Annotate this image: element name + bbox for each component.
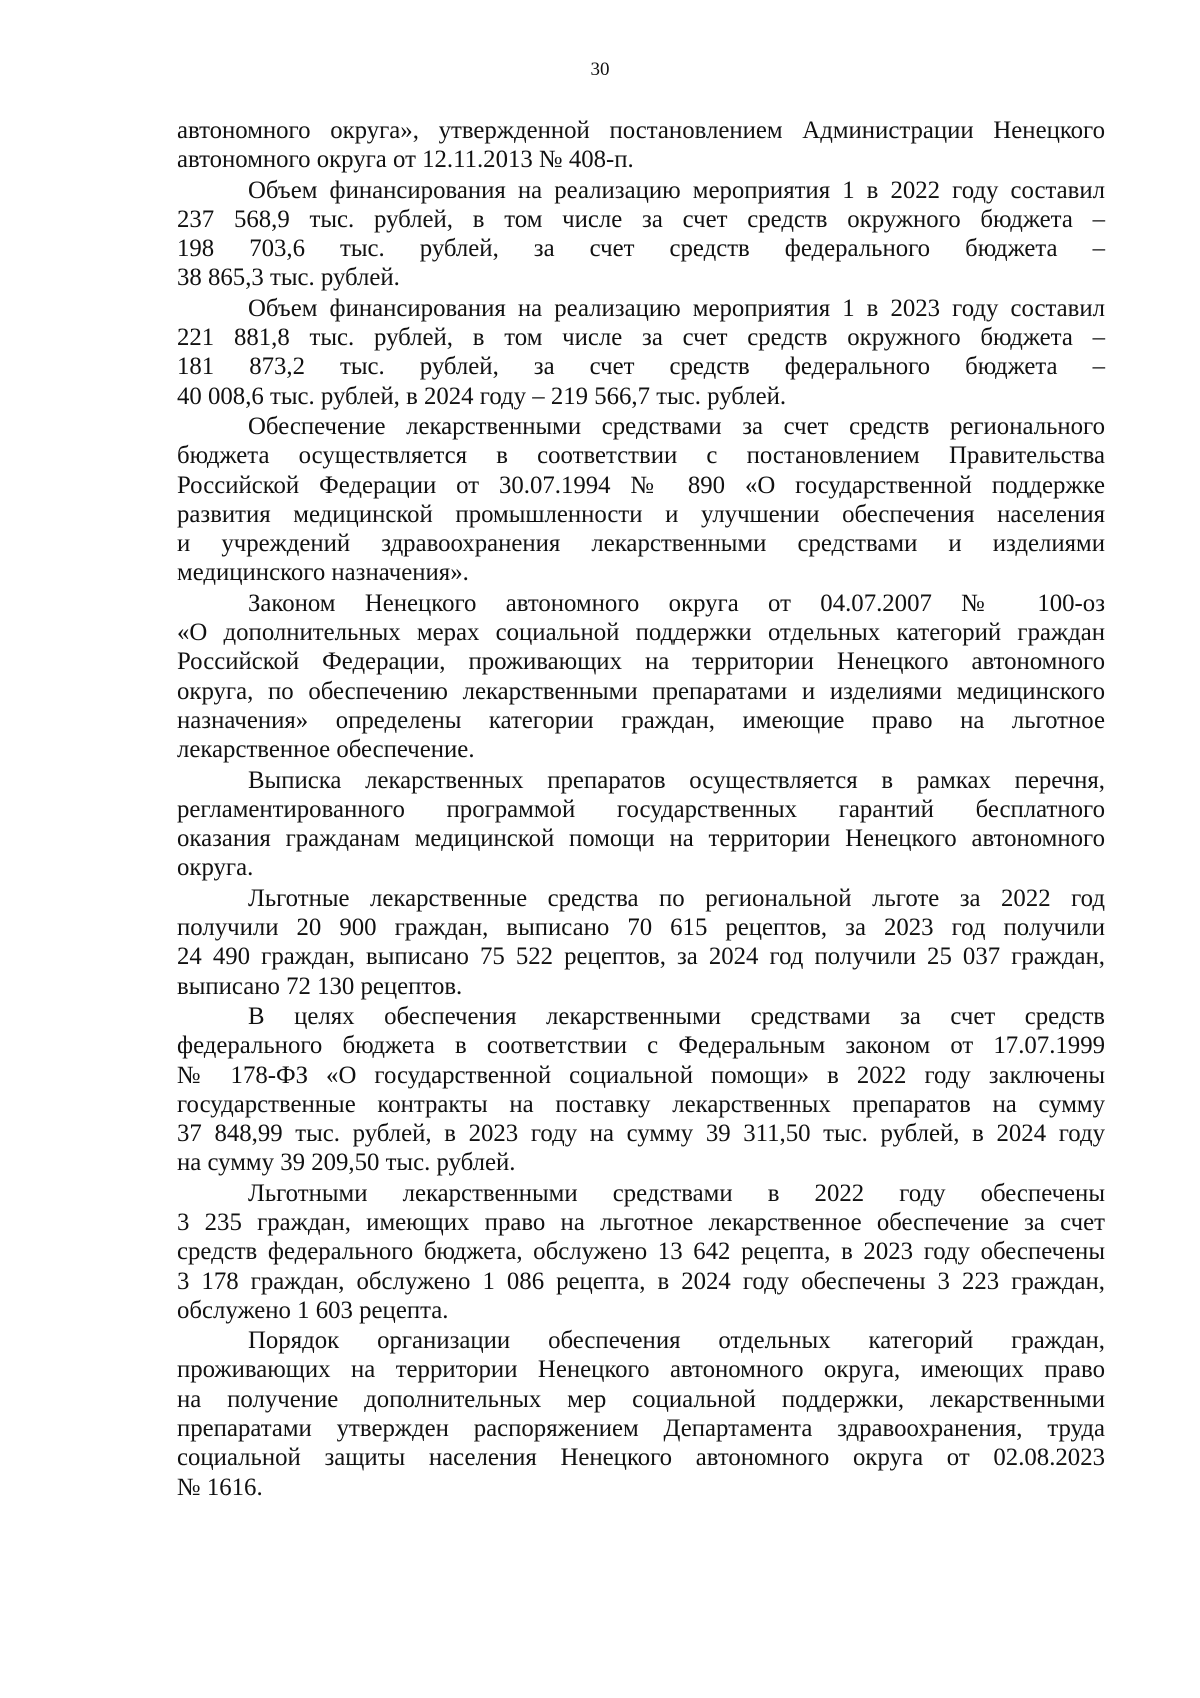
paragraph xyxy=(177,412,1105,588)
text-line: округа. xyxy=(177,854,254,882)
text-line: 40 008,6 тыс. рублей, в 2024 году – 219 566,7 тыс. рублей. xyxy=(177,382,787,410)
text-line: автономного округа», утвержденной постановлением Администрации Ненецкого xyxy=(177,117,1105,144)
text-line: получили 20 900 граждан, выписано 70 615 рецептов, за 2023 год получили xyxy=(177,914,1105,942)
text-line: обслужено 1 603 рецепта. xyxy=(177,1296,449,1324)
text-line: Выписка лекарственных препаратов осуществляется в рамках перечня, xyxy=(248,766,1105,794)
text-line: социальной защиты населения Ненецкого автономного округа от 02.08.2023 xyxy=(177,1444,1105,1472)
text-line: Российской Федерации, проживающих на территории Ненецкого автономного xyxy=(177,648,1105,676)
text-line: и учреждений здравоохранения лекарственными средствами и изделиями xyxy=(177,530,1105,558)
document-body xyxy=(177,116,1105,1502)
text-line: выписано 72 130 рецептов. xyxy=(177,972,463,1000)
text-line: 37 848,99 тыс. рублей, в 2023 году на сумму 39 311,50 тыс. рублей, в 2024 году xyxy=(177,1120,1105,1148)
paragraph xyxy=(177,294,1105,411)
paragraph xyxy=(177,589,1105,765)
text-line: Объем финансирования на реализацию мероприятия 1 в 2023 году составил xyxy=(248,294,1105,322)
paragraph xyxy=(177,884,1105,1001)
text-line: В целях обеспечения лекарственными средствами за счет средств xyxy=(248,1002,1105,1030)
text-line: 237 568,9 тыс. рублей, в том числе за счет средств окружного бюджета – xyxy=(177,205,1105,233)
text-line: Порядок организации обеспечения отдельных категорий граждан, xyxy=(248,1327,1105,1355)
text-line: Законом Ненецкого автономного округа от 04.07.2007 № 100-оз xyxy=(248,589,1105,617)
text-line: 3 235 граждан, имеющих право на льготное лекарственное обеспечение за счет xyxy=(177,1208,1105,1236)
text-line: регламентированного программой государственных гарантий бесплатного xyxy=(177,795,1105,823)
text-line: медицинского назначения». xyxy=(177,559,469,587)
paragraph xyxy=(177,1326,1105,1502)
text-line: Обеспечение лекарственными средствами за счет средств регионального xyxy=(248,412,1105,440)
text-line: Объем финансирования на реализацию мероприятия 1 в 2022 году составил xyxy=(248,176,1105,204)
paragraph xyxy=(177,766,1105,883)
text-line: № 178-ФЗ «О государственной социальной помощи» в 2022 году заключены xyxy=(177,1061,1105,1089)
text-line: федерального бюджета в соответствии с Федеральным законом от 17.07.1999 xyxy=(177,1032,1105,1060)
text-line: Российской Федерации от 30.07.1994 № 890 «О государственной поддержке xyxy=(177,471,1105,499)
text-line: № 1616. xyxy=(177,1473,263,1501)
text-line: округа, по обеспечению лекарственными препаратами и изделиями медицинского xyxy=(177,677,1105,705)
text-line: лекарственное обеспечение. xyxy=(177,736,475,764)
text-line: средств федерального бюджета, обслужено 13 642 рецепта, в 2023 году обеспечены xyxy=(177,1238,1105,1266)
text-line: 24 490 граждан, выписано 75 522 рецептов, за 2024 год получили 25 037 граждан, xyxy=(177,943,1105,971)
text-line: развития медицинской промышленности и улучшении обеспечения населения xyxy=(177,500,1105,528)
text-line: назначения» определены категории граждан, имеющие право на льготное xyxy=(177,706,1105,734)
text-line: на получение дополнительных мер социальной поддержки, лекарственными xyxy=(177,1385,1105,1413)
text-line: Льготные лекарственные средства по региональной льготе за 2022 год xyxy=(248,884,1105,912)
text-line: «О дополнительных мерах социальной поддержки отдельных категорий граждан xyxy=(177,619,1105,647)
text-line: 3 178 граждан, обслужено 1 086 рецепта, в 2024 году обеспечены 3 223 граждан, xyxy=(177,1267,1105,1295)
text-line: автономного округа от 12.11.2013 № 408-п. xyxy=(177,146,634,174)
text-line: бюджета осуществляется в соответствии с постановлением Правительства xyxy=(177,442,1105,470)
text-line: 181 873,2 тыс. рублей, за счет средств федерального бюджета – xyxy=(177,353,1105,381)
text-line: 198 703,6 тыс. рублей, за счет средств федерального бюджета – xyxy=(177,235,1105,263)
page-number: 30 xyxy=(590,59,610,80)
paragraph xyxy=(177,1179,1105,1325)
text-line: Льготными лекарственными средствами в 2022 году обеспечены xyxy=(248,1179,1105,1207)
text-line: препаратами утвержден распоряжением Департамента здравоохранения, труда xyxy=(177,1415,1105,1443)
text-line: государственные контракты на поставку лекарственных препаратов на сумму xyxy=(177,1090,1105,1118)
paragraph xyxy=(177,1002,1105,1178)
text-line: проживающих на территории Ненецкого автономного округа, имеющих право xyxy=(177,1356,1105,1384)
text-line: 221 881,8 тыс. рублей, в том числе за счет средств окружного бюджета – xyxy=(177,324,1105,352)
paragraph xyxy=(177,176,1105,293)
paragraph xyxy=(177,116,1105,175)
text-line: 38 865,3 тыс. рублей. xyxy=(177,264,400,292)
text-line: оказания гражданам медицинской помощи на территории Ненецкого автономного xyxy=(177,825,1105,853)
text-line: на сумму 39 209,50 тыс. рублей. xyxy=(177,1149,516,1177)
